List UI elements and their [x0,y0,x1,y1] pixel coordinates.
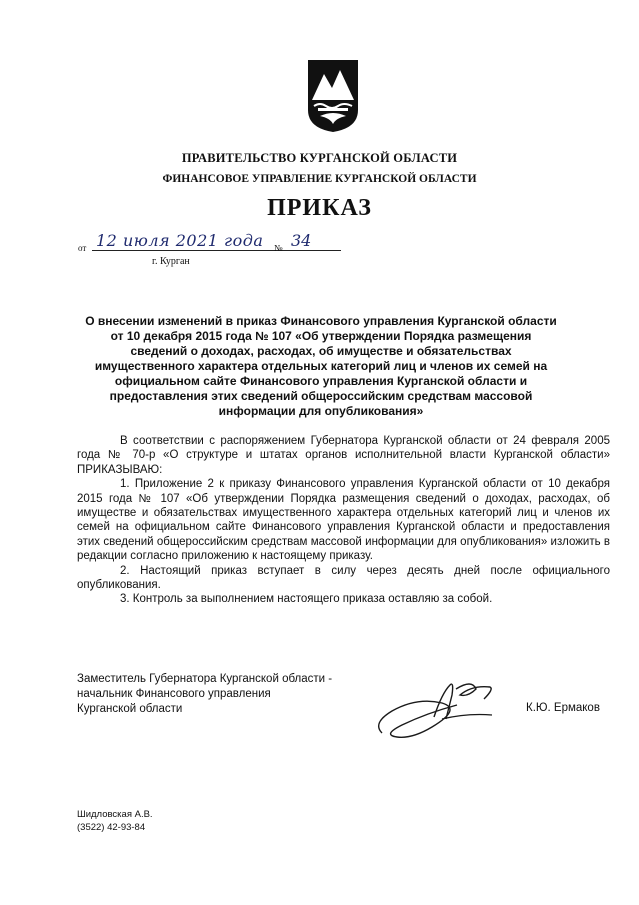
signer-name: К.Ю. Ермаков [526,702,600,714]
executor-phone: (3522) 42-93-84 [77,822,146,833]
org-name-finance-department: ФИНАНСОВОЕ УПРАВЛЕНИЕ КУРГАНСКОЙ ОБЛАСТИ [162,173,477,185]
document-type-title: ПРИКАЗ [267,195,372,221]
order-item: 1. Приложение 2 к приказу Финансового управления Курганской области от 10 декабря 2015 года № 107 «Об утверждении Порядка размещения сведений о доходах, расходах, об имуществе и обязательствах имущественного характера отдельных категорий лиц и членов их семей на официальном сайте Финансового управления Курганской области и предоставления этих сведений общероссийским средствам массовой информации для опубликования» изложить в редакции согласно приложению к настоящему приказу. [77,478,610,563]
order-item: 3. Контроль за выполнением настоящего приказа оставляю за собой. [120,593,493,606]
org-name-government: ПРАВИТЕЛЬСТВО КУРГАНСКОЙ ОБЛАСТИ [181,151,458,165]
order-item: 2. Настоящий приказ вступает в силу через десять дней после официального опубликования. [77,564,610,592]
date-number-line [78,231,378,257]
preamble-paragraph: В соответствии с распоряжением Губернатора Курганской области от 24 февраля 2005 года № 70-р «О структуре и штатах органов исполнительной власти Курганской области» ПРИКАЗЫВАЮ: [77,435,610,476]
handwritten-number: 34 [285,231,341,251]
date-prefix-label: от [78,243,87,253]
order-body [77,434,610,607]
position-line: Заместитель Губернатора Курганской области - [77,673,333,685]
handwritten-signature-icon [372,675,517,745]
handwritten-date: 12 июля 2021 года [92,231,286,251]
number-prefix-label: № [274,243,283,253]
position-line: Курганской области [77,703,183,715]
executor-info [77,808,153,834]
executor-name: Шидловская А.В. [77,809,153,820]
signatory-position [77,672,332,717]
coat-of-arms-icon [306,58,360,134]
order-subject-heading: О внесении изменений в приказ Финансового управления Курганской области от 10 декабря 2015 года № 107 «Об утверждении Порядка размещения сведений о доходах, расходах, об имуществе и обязательствах имущественного характера отдельных категорий лиц и членов их семей на официальном сайте Финансового управления Курганской области и предоставления этих сведений общероссийским средствам массовой информации для опубликования» [85,314,557,418]
position-line: начальник Финансового управления [77,688,271,700]
city-label: г. Курган [152,256,190,267]
